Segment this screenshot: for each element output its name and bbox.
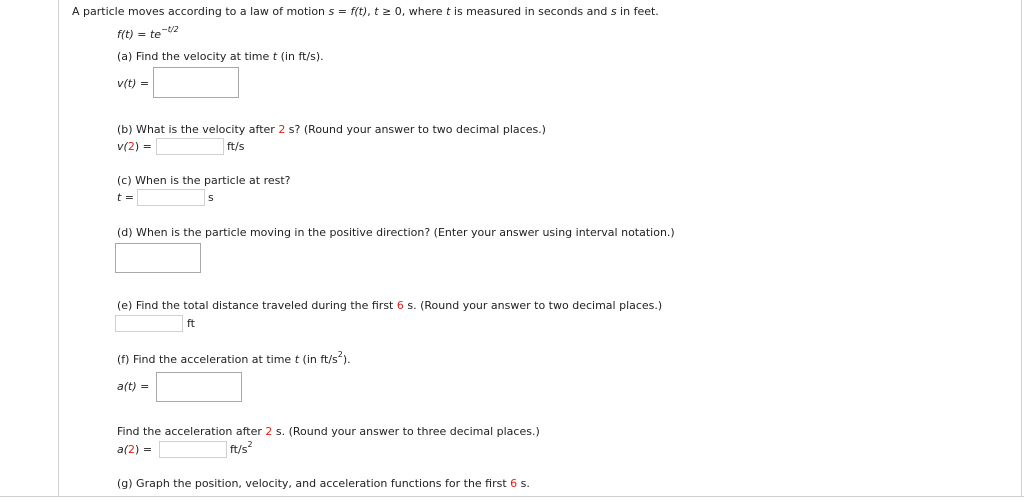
part-f-prompt: (f) Find the acceleration at time t (in $ft/s^2$).	[117, 350, 351, 366]
acceleration-at-2-input[interactable]	[159, 441, 227, 458]
divider	[0, 496, 1024, 497]
part-a-prompt: (a) Find the velocity at time t (in ft/s).	[117, 50, 324, 63]
total-distance-input[interactable]	[115, 315, 183, 332]
part-d-prompt: (d) When is the particle moving in the positive direction? (Enter your answer using interval notation.)	[117, 226, 675, 239]
positive-direction-interval-input[interactable]	[115, 243, 201, 273]
part-c-label: t =	[117, 191, 135, 204]
part-a-label: v(t) =	[117, 77, 150, 90]
part-e-unit: ft	[187, 317, 195, 330]
part-f-label: a(t) =	[117, 380, 150, 393]
part-e-prompt: (e) Find the total distance traveled during the first 6 s. (Round your answer to two decimal places.)	[117, 299, 663, 312]
velocity-function-input[interactable]	[153, 67, 239, 98]
part-c-unit: s	[208, 191, 214, 204]
part-f2-unit: $ft/s^2$	[230, 440, 253, 456]
rest-time-input[interactable]	[137, 189, 205, 206]
part-f2-label: a(2) =	[117, 443, 153, 456]
part-b-prompt: (b) What is the velocity after 2 s? (Round your answer to two decimal places.)	[117, 123, 546, 136]
acceleration-function-input[interactable]	[156, 372, 242, 402]
part-c-prompt: (c) When is the particle at rest?	[117, 174, 291, 187]
velocity-at-2-input[interactable]	[156, 138, 224, 155]
function-definition: $f(t) = te^{-t/2}$	[117, 25, 179, 41]
part-b-label: v(2) =	[117, 140, 152, 153]
problem-statement: A particle moves according to a law of motion s = f(t), t ≥ 0, where t is measured in seconds and s in feet.	[72, 5, 659, 18]
part-f2-prompt: Find the acceleration after 2 s. (Round your answer to three decimal places.)	[117, 425, 540, 438]
part-g-prompt: (g) Graph the position, velocity, and acceleration functions for the first 6 s.	[117, 477, 530, 490]
part-b-unit: ft/s	[227, 140, 245, 153]
